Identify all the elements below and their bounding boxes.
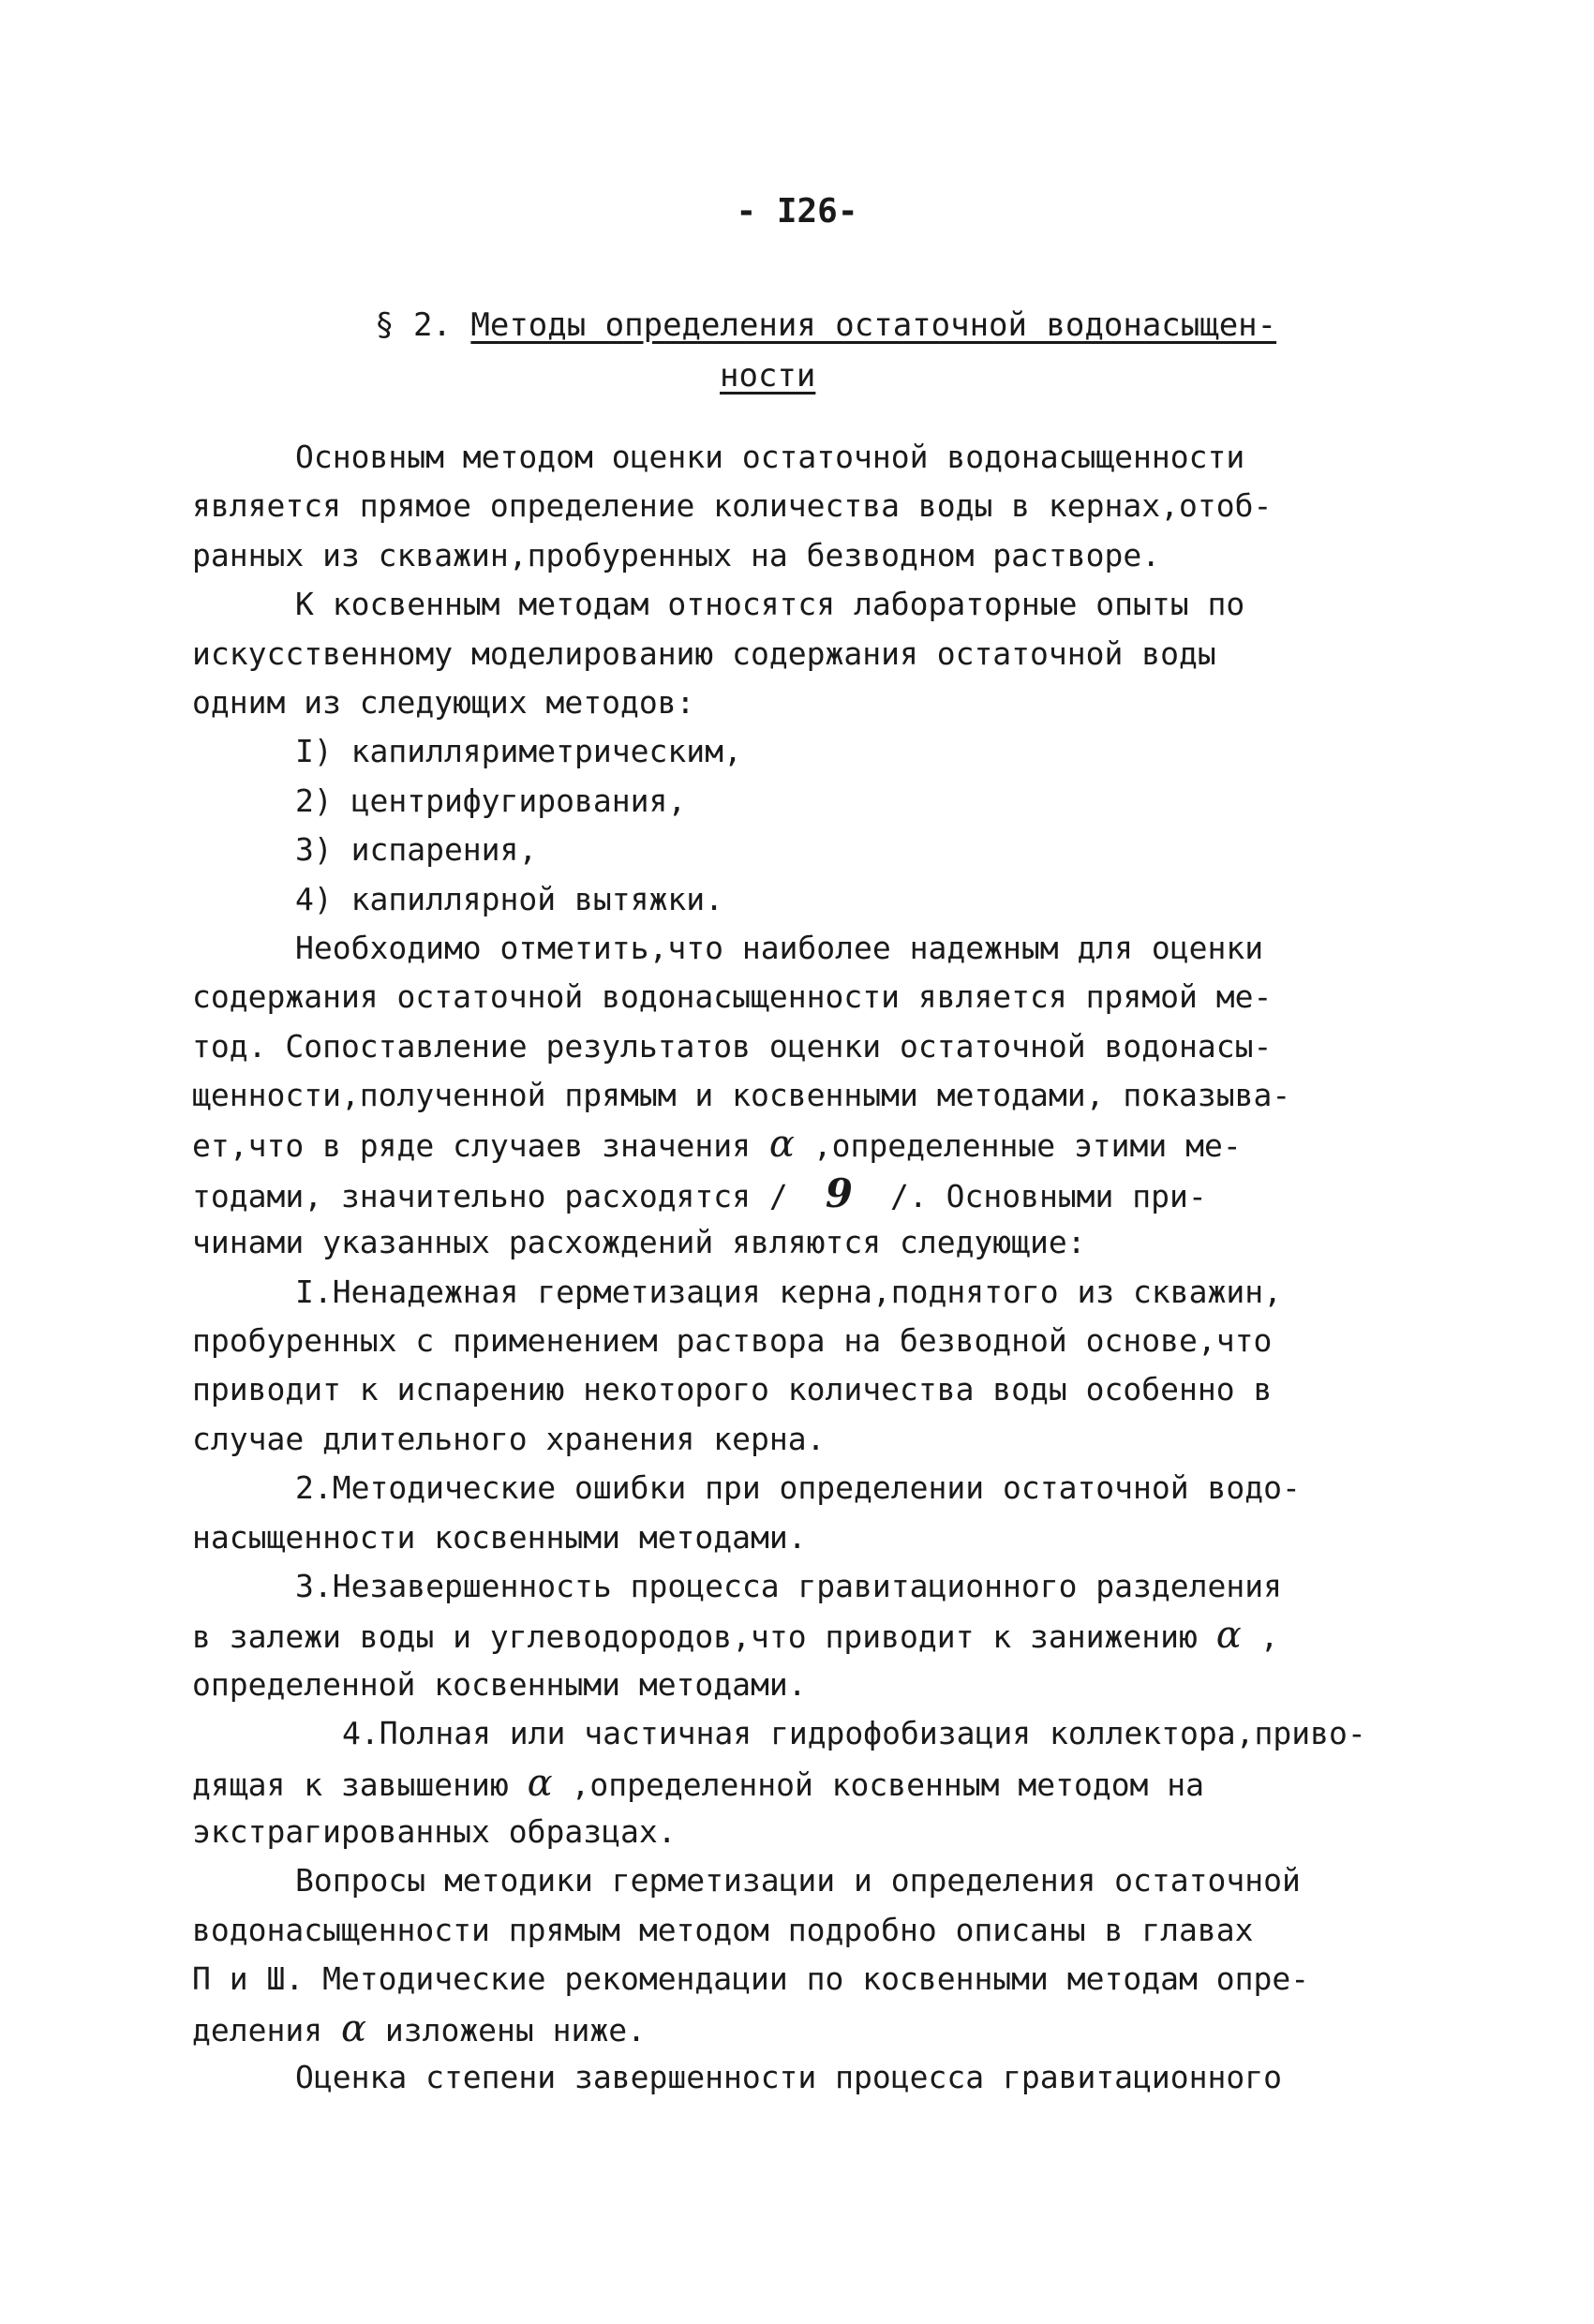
alpha-symbol: α xyxy=(340,2006,366,2050)
text-line: случае длительного хранения керна. xyxy=(192,1420,826,1457)
document-body xyxy=(192,433,1410,2102)
alpha-symbol: α xyxy=(527,1761,553,1805)
text-line: К косвенным методам относятся лабораторные опыты по xyxy=(295,586,1245,623)
text-line: Оценка степени завершенности процесса гравитационного xyxy=(295,2058,1282,2095)
text-line xyxy=(192,2004,1410,2053)
list-item: I) капилляриметрическим, xyxy=(295,733,742,770)
page-number: - I26- xyxy=(736,192,858,231)
text-fragment: , xyxy=(1259,1618,1279,1656)
list-item: 2) центрифугирования, xyxy=(295,782,687,819)
text-line: водонасыщенности прямым методом подробно описаны в главах xyxy=(192,1911,1254,1948)
text-line xyxy=(192,1169,1410,1218)
text-line: Необходимо отметить,что наиболее надежным для оценки xyxy=(295,929,1264,966)
text-line: чинами указанных расхождений являются следующие: xyxy=(192,1224,1086,1261)
section-title-line2: ности xyxy=(720,357,816,395)
text-line: щенности,полученной прямым и косвенными методами, показыва- xyxy=(192,1077,1291,1114)
text-line: 2.Методические ошибки при определении остаточной водо- xyxy=(295,1469,1301,1507)
text-line: тод. Сопоставление результатов оценки остаточной водонасы- xyxy=(192,1027,1273,1065)
list-item: 4) капиллярной вытяжки. xyxy=(295,880,723,917)
text-fragment: ,определенной косвенным методом на xyxy=(571,1765,1205,1803)
section-title-line1: Методы определения остаточной водонасыщен- xyxy=(470,306,1277,344)
text-line xyxy=(192,1759,1410,1808)
text-fragment: в залежи воды и углеводородов,что приводит к занижению xyxy=(192,1618,1198,1656)
reference-number: 9 xyxy=(825,1169,853,1216)
text-line: одним из следующих методов: xyxy=(192,683,695,721)
list-item: 3) испарения, xyxy=(295,831,538,869)
alpha-symbol: α xyxy=(768,1123,795,1167)
text-line: определенной косвенными методами. xyxy=(192,1665,807,1703)
text-line: 4.Полная или частичная гидрофобизация коллектора,приво- xyxy=(342,1715,1366,1752)
text-line: искусственному моделированию содержания остаточной воды xyxy=(192,634,1216,672)
alpha-symbol: α xyxy=(1215,1614,1242,1658)
text-line: экстрагированных образцах. xyxy=(192,1812,677,1850)
text-line: I.Ненадежная герметизация керна,поднятого из скважин, xyxy=(295,1273,1282,1310)
text-line: приводит к испарению некоторого количества воды особенно в xyxy=(192,1371,1273,1408)
text-fragment: деления xyxy=(192,2011,323,2048)
text-line: содержания остаточной водонасыщенности является прямой ме- xyxy=(192,978,1273,1016)
text-line: П и Ш. Методические рекомендации по косвенными методам опре- xyxy=(192,1960,1310,1998)
text-fragment: /. Основными при- xyxy=(890,1177,1207,1214)
text-line xyxy=(192,1611,1410,1660)
text-line: 3.Незавершенность процесса гравитационного разделения xyxy=(295,1567,1282,1604)
text-fragment: тодами, значительно расходятся / xyxy=(192,1177,788,1214)
text-fragment: ,определенные этими ме- xyxy=(812,1127,1242,1165)
text-line: насыщенности косвенными методами. xyxy=(192,1518,807,1556)
text-fragment: изложены ниже. xyxy=(384,2011,646,2048)
text-line: пробуренных с применением раствора на безводной основе,что xyxy=(192,1322,1273,1360)
text-line: ранных из скважин,пробуренных на безводном растворе. xyxy=(192,536,1161,574)
text-line: является прямое определение количества воды в кернах,отоб- xyxy=(192,487,1273,525)
text-fragment: дящая к завышению xyxy=(192,1765,509,1803)
text-line: Основным методом оценки остаточной водонасыщенности xyxy=(295,439,1245,475)
text-fragment: ет,что в ряде случаев значения xyxy=(192,1127,752,1165)
text-line: Вопросы методики герметизации и определения остаточной xyxy=(295,1862,1301,1899)
section-heading xyxy=(375,300,1359,401)
text-line xyxy=(192,1120,1410,1169)
section-marker: § 2. xyxy=(375,306,452,344)
